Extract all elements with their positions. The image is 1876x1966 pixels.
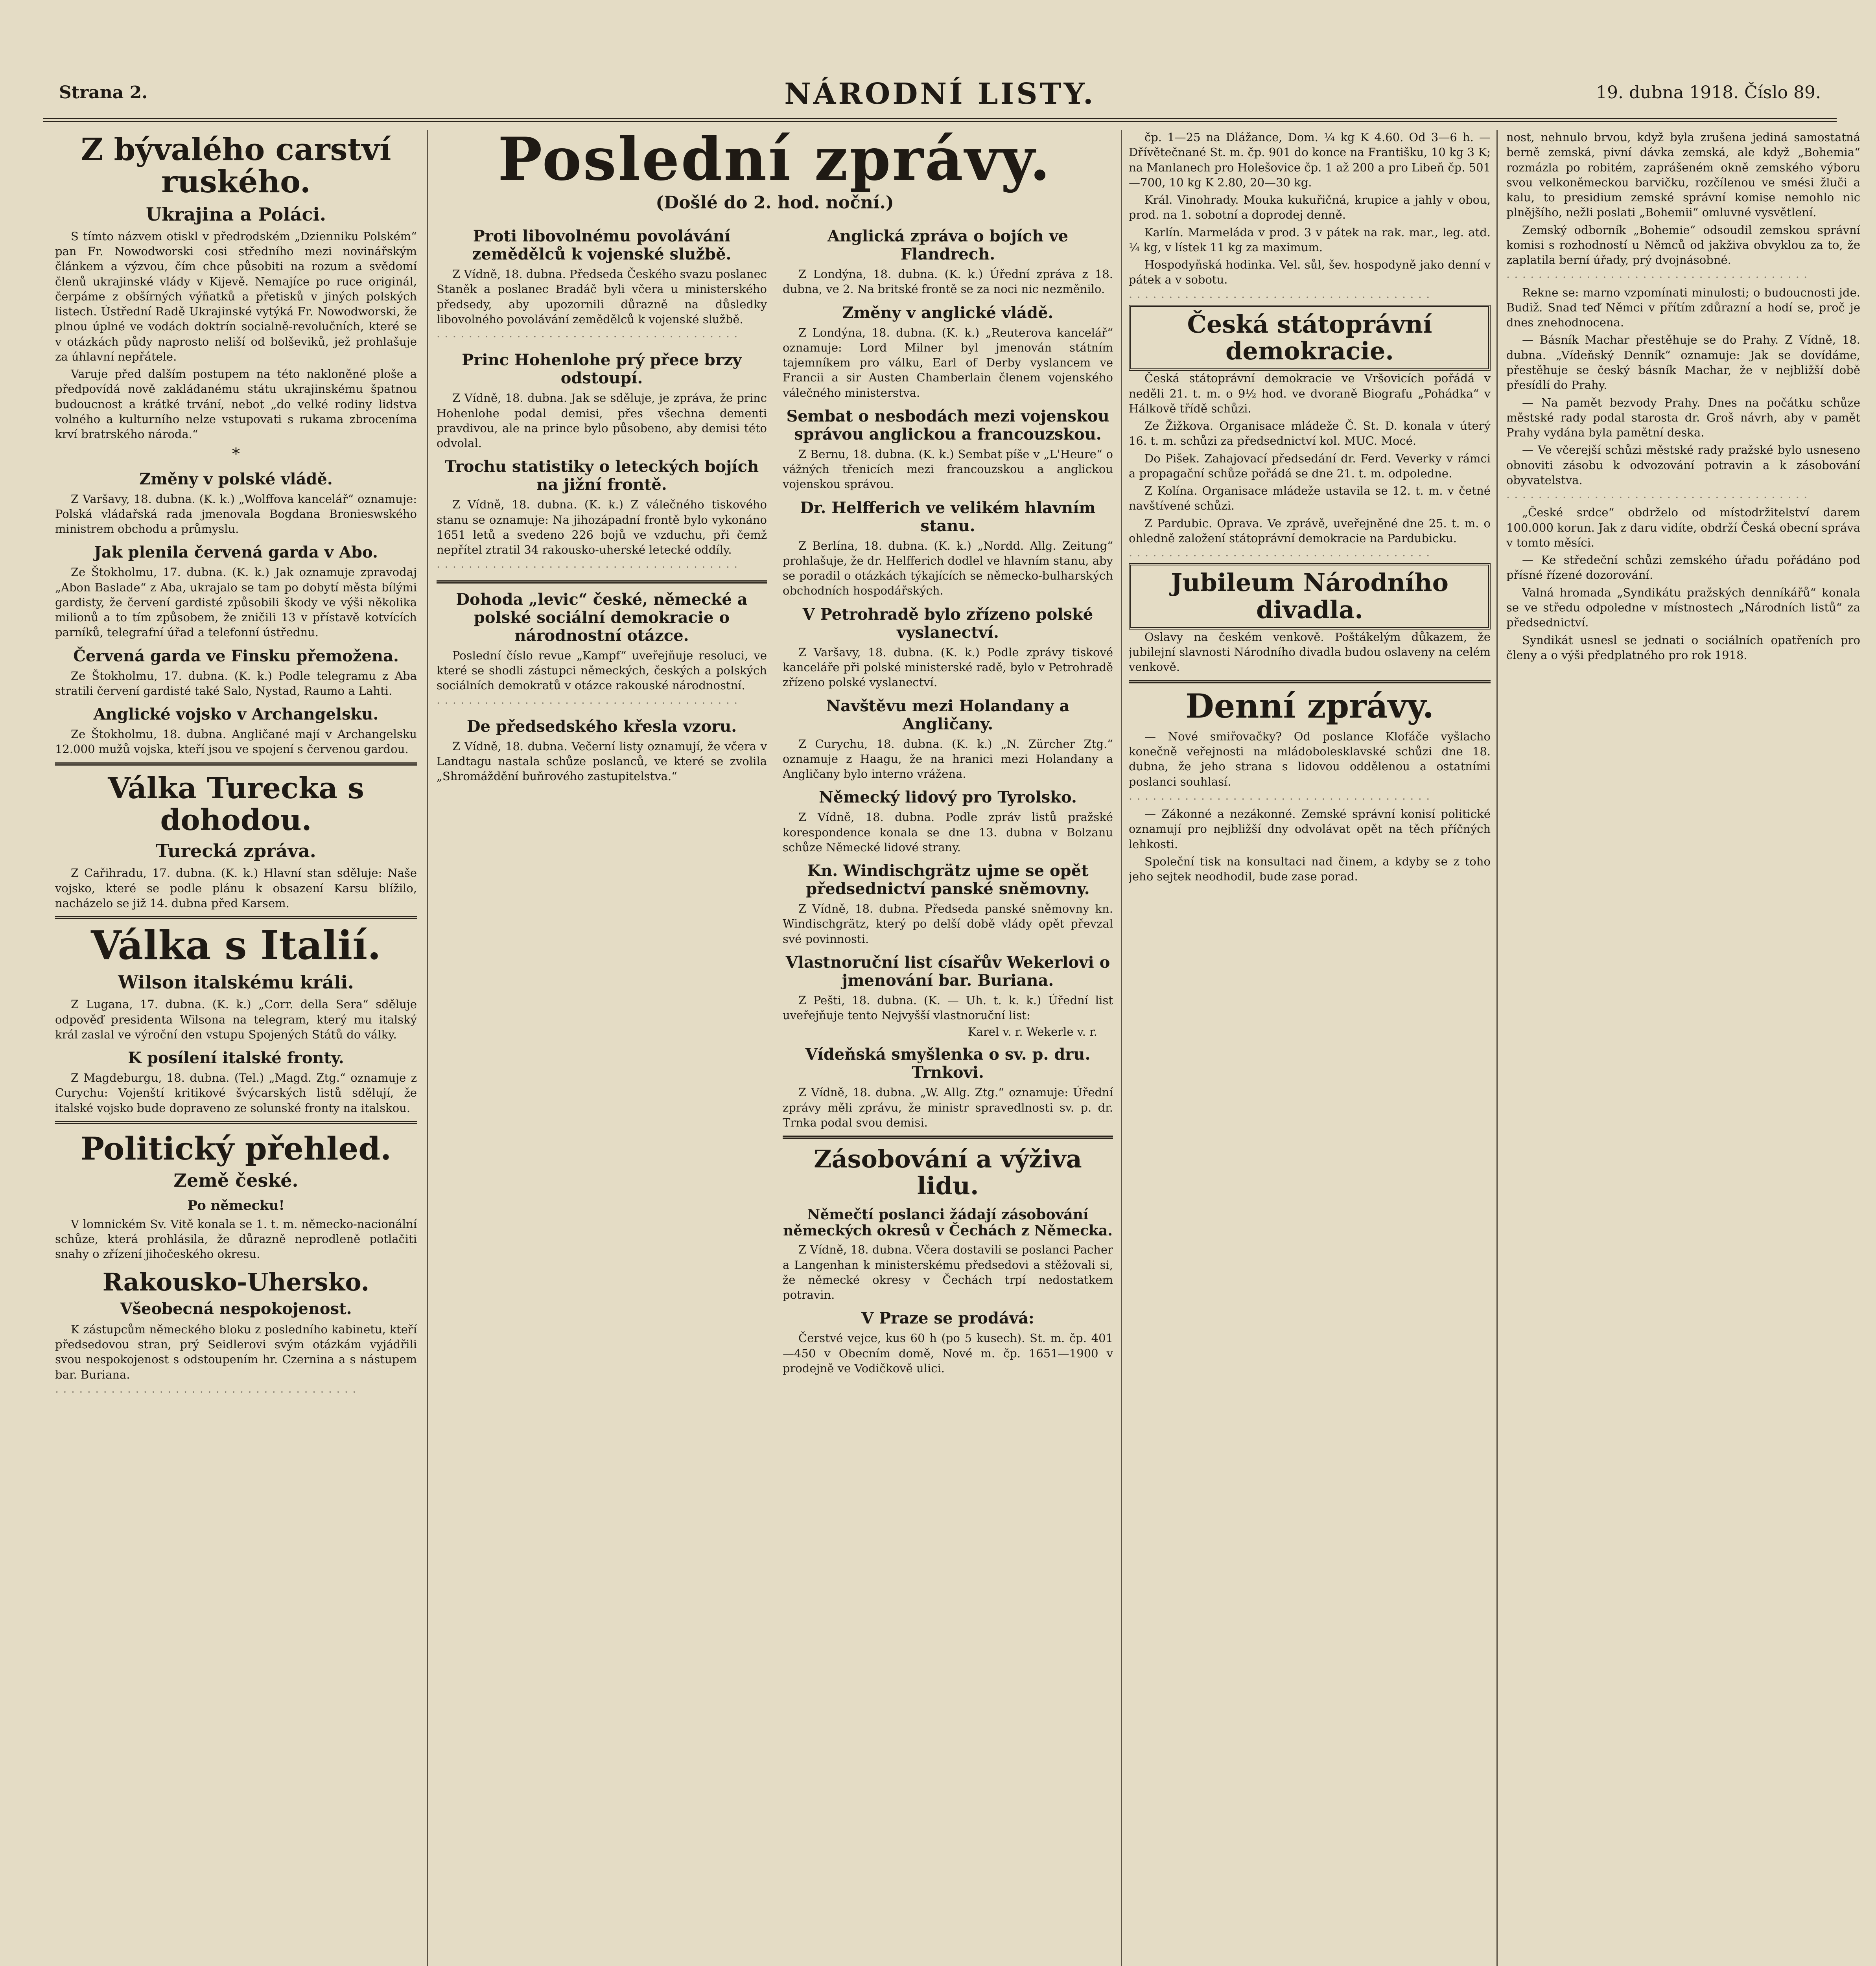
article-text: Z Cařihradu, 17. dubna. (K. k.) Hlavní stan sděluje: Naše vojsko, které se podle plánu k obsazení Karsu blížilo, nacházelo se již 14. dubna před Karsem. (55, 866, 417, 910)
article-text: Z Vídně, 18. dubna. Podle zpráv listů pražské korespondence konala se dne 13. dubna v Bolzanu schůze Německé lidové strany. (783, 810, 1113, 854)
headline: Změny v polské vládě. (139, 469, 333, 488)
headline: Vídeňská smyšlenka o sv. p. dru. Trnkovi. (805, 1045, 1091, 1082)
filler-text: · · · · · · · · · · · · · · · · · · · · · · · · · · · · · · · · · · · · · · (55, 1385, 357, 1399)
article-text: Ze Štokholmu, 17. dubna. (K. k.) Podle telegramu z Aba stratili červení gardisté také Salo, Nystad, Raumo a Lahti. (55, 669, 417, 698)
headline: Princ Hohenlohe prý přece brzy odstoupí. (462, 351, 742, 388)
banner-subtitle: (Došlé do 2. hod. noční.) (656, 193, 894, 213)
article-text: Rekne se: marno vzpomínati minulosti; o budoucnosti jde. Budiž. Snad teď Němci v přítím zdůrazní a hodí se, proč je dnes znehodnocena. (1506, 285, 1860, 330)
latest-news-banner (437, 125, 1113, 213)
article-text: — Na pamět bezvody Prahy. Dnes na počátku schůze městské rady podal starosta dr. Groš návrh, aby v pamět Prahy vydána byla pamětní deska. (1506, 396, 1860, 440)
section-heading: Denní zprávy. (1185, 686, 1434, 725)
signature: Karel v. r. Wekerle v. r. (967, 1025, 1097, 1039)
newspaper-title: NÁRODNÍ LISTY. (784, 77, 1096, 111)
article-text: Syndikát usnesl se jednati o sociálních opatřeních pro členy a o výši předplatného pro rok 1918. (1506, 633, 1860, 662)
section-box (1129, 305, 1491, 371)
article-text: S tímto názvem otiskl v předrodském „Dzienniku Polském“ pan Fr. Nowodworski cosi středního mezi novinářským článkem a výzvou, čím chce působiti na rozum a svědomí členů ukrajinské vlády v Kijevě. Nemajíce po ruce originál, čerpáme z obšírných výňatků a přetisků v jiných polských listech. Ústřední Radě Ukrajinské vytýká Fr. Nowodworski, že plnou úplné ve vodách doktrín socialně-revolučních, které se v otázkách půdy naprosto neliší od bolševiků, jež prohlašuje za úhlavní nepřátele. (55, 229, 417, 363)
subheadline: Němečtí poslanci žádají zásobování německých okresů v Čechách z Německa. (783, 1206, 1113, 1239)
article-text: — Nové smiřovačky? Od poslance Klofáče vyšlacho konečně veřejnosti na mládobolesklavské schůzi dne 18. dubna, že jeho strana s lidovou oddělenou a ostatními poslanci souhlasí. (1129, 729, 1491, 788)
filler-text: · · · · · · · · · · · · · · · · · · · · · · · · · · · · · · · · · · · · · · (437, 696, 738, 710)
filler-text: · · · · · · · · · · · · · · · · · · · · · · · · · · · · · · · · · · · · · · (1129, 549, 1430, 563)
article-text: Z Lugana, 17. dubna. (K. k.) „Corr. della Sera“ sděluje odpověď presidenta Wilsona na telegram, který mu italský král zaslal ve výroční den vstupu Spojených Států do války. (55, 998, 417, 1041)
article-text: Česká státoprávní demokracie ve Vršovicích pořádá v neděli 21. t. m. o 9½ hod. ve dvoraně Biografu „Pohádka“ v Hálkově třídě schůzi. (1129, 372, 1491, 415)
headline: Zásobování a výživa lidu. (814, 1145, 1082, 1200)
article-text: Král. Vinohrady. Mouka kukuřičná, krupice a jahly v obou, prod. na 1. sobotní a doprodej denně. (1129, 193, 1491, 222)
column-3 (783, 220, 1113, 1966)
issue-date: 19. dubna 1918. Číslo 89. (1596, 83, 1821, 103)
article-text: Z Vídně, 18. dubna. Večerní listy oznamují, že včera v Landtagu nastala schůze poslanců, ve které se zvolila „Shromáždění buňrového zastupitelstva.“ (437, 739, 767, 783)
headline: Sembat o nesbodách mezi vojenskou správou anglickou a francouzskou. (786, 407, 1109, 444)
article-text: Zemský odborník „Bohemie“ odsoudil zemskou správní komisi s rozhodností u Němců od jakživa obvyklou za to, že zaplatila berní úřady, prý dvojnásobné. (1506, 223, 1860, 267)
article-text: Z Varšavy, 18. dubna. (K. k.) „Wolffova kancelář“ oznamuje: Polská vládařská rada jmenovala Bogdana Bronieswského ministrem obchodu a průmyslu. (55, 492, 417, 536)
headline: De předsedského křesla vzoru. (466, 717, 737, 736)
column-rule (1121, 130, 1122, 1966)
article-text: — Básník Machar přestěhuje se do Prahy. Z Vídně, 18. dubna. „Vídeňský Denník“ oznamuje: Jak se dovídáme, přestěhuje se český básník Machar, že v nejbližší době přesídlí do Prahy. (1506, 333, 1860, 392)
article-text: Z Curychu, 18. dubna. (K. k.) „N. Zürcher Ztg.“ oznamuje z Haagu, že na hranici mezi Holandany a Angličany bylo interno vrážena. (783, 737, 1113, 781)
article-text: Z Varšavy, 18. dubna. (K. k.) Podle zprávy tiskové kanceláře při polské ministerské radě, bylo v Petrohradě zřízeno polské vyslanectví. (783, 645, 1113, 689)
headline: Navštěvu mezi Holandany a Angličany. (826, 696, 1070, 733)
column-2 (437, 220, 767, 1966)
subheadline: Země české. (173, 1169, 299, 1191)
article-text: Ze Žižkova. Organisace mládeže Č. St. D. konala v úterý 16. t. m. schůzi za předsednictví kol. MUC. Mocé. (1129, 419, 1491, 448)
article-text: Z Pardubic. Oprava. Ve zprávě, uveřejněné dne 25. t. m. o ohledně založení státoprávní demokracie na Pardubicku. (1129, 516, 1491, 545)
banner-title: Poslední zprávy. (498, 125, 1052, 194)
article-text: Oslavy na českém venkově. Poštákelým důkazem, že jubilejní slavnosti Národního divadla budou oslaveny na celém venkově. (1129, 630, 1491, 674)
article-text: „České srdce“ obdrželo od místodržitelství darem 100.000 korun. Jak z daru vidíte, obdrží Česká obecní správa v tomto měsíci. (1506, 506, 1860, 549)
article-text: Z Londýna, 18. dubna. (K. k.) „Reuterova kancelář“ oznamuje: Lord Milner byl jmenován státním tajemníkem pro válku, Earl of Derby vyslancem ve Francii a sir Austen Chamberlain členem vojenského válečného ministerstva. (783, 326, 1113, 399)
column-rule (1496, 130, 1498, 1966)
subheadline: Po německu! (187, 1197, 285, 1213)
article-text: V lomnickém Sv. Vitě konala se 1. t. m. německo-nacionální schůze, která prohlásila, že důrazně neprodleně potlačiti snahy o zřízení jihočeského okresu. (55, 1217, 417, 1261)
article-text: Z Vídně, 18. dubna. Jak se sděluje, je zpráva, že princ Hohenlohe podal demisi, přes všechna dementi pravdivou, ale na prince bylo působeno, aby demisi této odvolal. (437, 391, 767, 450)
article-text: Z Vídně, 18. dubna. Předseda Českého svazu poslanec Staněk a poslanec Bradáč byli včera u ministerského předsedy, aby upozornili důrazně na důsledky libovolného povolávání zemědělců k vojenské službě. (437, 267, 767, 326)
article-text: Z Vídně, 18. dubna. (K. k.) Z válečného tiskového stanu se oznamuje: Na jihozápadní frontě bylo vykonáno 1651 letů a svedeno 226 bojů ve vzduchu, při čemž nepřítel ztratil 34 rakousko-uherské letecké oddíly. (437, 498, 767, 557)
article-text: Z Bernu, 18. dubna. (K. k.) Sembat píše v „L'Heure“ o vážných třenicích mezi francouzskou a anglickou vojenskou správou. (783, 447, 1113, 491)
article-text: K zástupcům německého bloku z posledního kabinetu, kteří předsedovou stran, prý Seidlerovi svým otázkám vyjádřili svou nespokojenost s odstoupením hr. Czernina a s nástupem bar. Buriana. (55, 1322, 417, 1381)
subheadline: Ukrajina a Poláci. (146, 203, 326, 225)
headline: Z bývalého carství ruského. (81, 132, 391, 200)
filler-text: · · · · · · · · · · · · · · · · · · · · · · · · · · · · · · · · · · · · · · (437, 330, 738, 344)
filler-text: · · · · · · · · · · · · · · · · · · · · · · · · · · · · · · · · · · · · · · (1129, 290, 1430, 304)
article-text: Z Londýna, 18. dubna. (K. k.) Úřední zpráva z 18. dubna, ve 2. Na britské frontě se za noci nic nezměnilo. (783, 267, 1113, 296)
headline: Proti libovolnému povolávání zemědělců k vojenské službě. (472, 227, 732, 263)
column-5 (1506, 130, 1860, 1966)
article-text: — Zákonné a nezákonné. Zemské správní konisí politické oznamují pro nejbližší dny odvolávat opět na těch příčných lehkosti. (1129, 807, 1491, 851)
section-box (1129, 563, 1491, 629)
article-text: čp. 1—25 na Dlážance, Dom. ¼ kg K 4.60. Od 3—6 h. — Dřívětečnané St. m. čp. 901 do konce na Františku, 10 kg 3 K; na Manlanech pro Holešovice čp. 1 až 200 a pro Libeň čp. 501—700, 10 kg K 2.80, 20—30 kg. (1129, 131, 1491, 189)
article-text: Z Vídně, 18. dubna. Předseda panské sněmovny kn. Windischgrätz, který po delší době vlády opět převzal své povinnosti. (783, 902, 1113, 946)
subheadline: Všeobecná nespokojenost. (120, 1299, 352, 1318)
headline: Anglická zpráva o bojích ve Flandrech. (827, 227, 1069, 263)
filler-text: · · · · · · · · · · · · · · · · · · · · · · · · · · · · · · · · · · · · · · (1129, 792, 1430, 806)
headline: Vlastnoruční list císařův Wekerlovi o jmenování bar. Buriana. (785, 953, 1110, 990)
divider (783, 1136, 1113, 1139)
headline: Rakousko-Uhersko. (102, 1267, 370, 1296)
separator: * (232, 445, 240, 463)
filler-text: · · · · · · · · · · · · · · · · · · · · · · · · · · · · · · · · · · · · · · (437, 560, 738, 574)
article-text: Poslední číslo revue „Kampf“ uveřejňuje resoluci, ve které se shodli zástupci německých, českých a polských sociálních demokratů v otázce rakouské národnostní. (437, 648, 767, 692)
divider (55, 762, 417, 766)
headline: Dohoda „levic“ české, německé a polské sociální demokracie o národnostní otázce. (456, 590, 748, 645)
article-text: Z Berlína, 18. dubna. (K. k.) „Nordd. Allg. Zeitung“ prohlašuje, že dr. Helfferich dodlel ve hlavním stanu, aby se poradil o otázkách týkajících se německo-bulharských obchodních hospodářských. (783, 539, 1113, 598)
headline: Válka s Italií. (91, 922, 381, 969)
article-text: Karlín. Marmeláda v prod. 3 v pátek na rak. mar., leg. atd. ¼ kg, v lístek 11 kg za maximum. (1129, 225, 1491, 254)
headline: K posílení italské fronty. (128, 1049, 344, 1068)
headline: Dr. Helfferich ve velikém hlavním stanu. (800, 498, 1096, 535)
subheadline: Wilson italskému králi. (118, 972, 354, 993)
masthead (43, 75, 1837, 122)
filler-text: · · · · · · · · · · · · · · · · · · · · · · · · · · · · · · · · · · · · · · (1506, 271, 1808, 284)
page-number: Strana 2. (59, 83, 148, 103)
headline: Politický přehled. (80, 1130, 392, 1167)
section-heading: Česká státoprávní demokracie. (1187, 309, 1432, 366)
headline: Válka Turecka s dohodou. (108, 771, 364, 838)
article-text: Do Pišek. Zahajovací předsedání dr. Ferd. Veverky v rámci a propagační schůze pořádá se dne 21. t. m. odpoledne. (1129, 451, 1491, 480)
divider (1129, 680, 1491, 683)
article-text: nost, nehnulo brvou, když byla zrušena jediná samostatná berně zemská, pivní dávka zemská, ale když „Bohemia“ rozmázla po robitém, zaprášeném okně zemského výboru svou velkoněmeckou barvičku, rozčílenou ve smési žluči a kalu, to presidium zemské správní komise nemohlo nic plnějšího, nežli poslati „Bohemii“ omluvné vysvětlení. (1506, 131, 1860, 219)
article-text: Ze Štokholmu, 18. dubna. Angličané mají v Archangelsku 12.000 mužů vojska, kteří jsou ve spojení s červenou gardou. (55, 727, 417, 756)
article-text: Z Magdeburgu, 18. dubna. (Tel.) „Magd. Ztg.“ oznamuje z Curychu: Vojenští kritikové švýcarských listů sdělují, že italské vojsko bude dopraveno ze solunské fronty na italskou. (55, 1071, 417, 1115)
article-text: Valná hromada „Syndikátu pražských denníkářů“ konala se ve středu odpoledne v místnostech „Národních listů“ za předsednictví. (1506, 585, 1860, 630)
article-text: Z Vídně, 18. dubna. „W. Allg. Ztg.“ oznamuje: Úřední zprávy měli zprávu, že ministr spravedlnosti sv. p. dr. Trnka podal svou demisi. (783, 1086, 1113, 1129)
column-rule (427, 130, 428, 1966)
divider (55, 916, 417, 919)
headline: Anglické vojsko v Archangelsku. (93, 705, 379, 724)
article-text: Z Vídně, 18. dubna. Včera dostavili se poslanci Pacher a Langenhan k ministerskému předsedovi a stěžovali si, že německé okresy v Čechách trpí nedostatkem potravin. (783, 1243, 1113, 1302)
article-text: Společní tisk na konsultaci nad činem, a kdyby se z toho jeho sejtek neodhodil, bude zase porad. (1129, 854, 1491, 884)
headline: Změny v anglické vládě. (842, 303, 1054, 322)
column-1 (55, 130, 417, 1966)
headline: Trochu statistiky o leteckých bojích na jižní frontě. (444, 457, 759, 494)
headline: Jak plenila červená garda v Abo. (94, 543, 378, 562)
divider (55, 1121, 417, 1124)
article-text: Z Kolína. Organisace mládeže ustavila se 12. t. m. v četné navštívené schůzi. (1129, 484, 1491, 513)
article-text: Hospodyňská hodinka. Vel. sůl, šev. hospodyně jako denní v pátek a v sobotu. (1129, 258, 1491, 287)
article-text: Varuje před dalším postupem na této nakloněné ploše a předpovídá nově zakládanému státu ukrajinskému špatnou budoucnost a krátké trvání, nebot „do velké rodiny lidstva volného a kulturního nelze vstupovati s rukama zbroceníma krví bratrského národa.“ (55, 367, 417, 441)
article-text: Ze Štokholmu, 17. dubna. (K. k.) Jak oznamuje zpravodaj „Abon Baslade“ z Aba, ukrajalo se tam po dobytí města bílými gardisty, že červení gardisté způsobili škody ve výši několika milionů a to tím způsobem, že zničili 13 v přístavě kotvících parníků, telegrafní úřad a telefonní ústřednu. (55, 565, 417, 639)
headline: Kn. Windischgrätz ujme se opět předsednictví panské sněmovny. (806, 862, 1090, 898)
subheadline: Turecká zpráva. (156, 840, 316, 862)
article-text: Z Pešti, 18. dubna. (K. — Uh. t. k. k.) Úřední list uveřejňuje tento Nejvyšší vlastnoruční list: (783, 993, 1113, 1022)
headline: Červená garda ve Finsku přemožena. (73, 646, 399, 665)
headline: Německý lidový pro Tyrolsko. (819, 788, 1077, 807)
divider (437, 580, 767, 584)
headline: V Praze se prodává: (861, 1309, 1034, 1328)
filler-text: · · · · · · · · · · · · · · · · · · · · · · · · · · · · · · · · · · · · · · (1506, 491, 1808, 504)
column-4 (1129, 130, 1491, 1966)
article-text: — Ve včerejší schůzi městské rady pražské bylo usneseno obnoviti zásobu k odvozování potravin a k zásobování obyvatelstva. (1506, 443, 1860, 487)
article-text: Čerstvé vejce, kus 60 h (po 5 kusech). St. m. čp. 401—450 v Obecním domě, Nové m. čp. 1651—1900 v prodejně ve Vodičkově ulici. (783, 1331, 1113, 1375)
section-heading: Jubileum Národního divadla. (1171, 568, 1448, 624)
article-text: — Ke středeční schůzi zemského úřadu pořádáno pod přísné řízené dozorování. (1506, 553, 1860, 582)
headline: V Petrohradě bylo zřízeno polské vyslanectví. (802, 605, 1093, 642)
